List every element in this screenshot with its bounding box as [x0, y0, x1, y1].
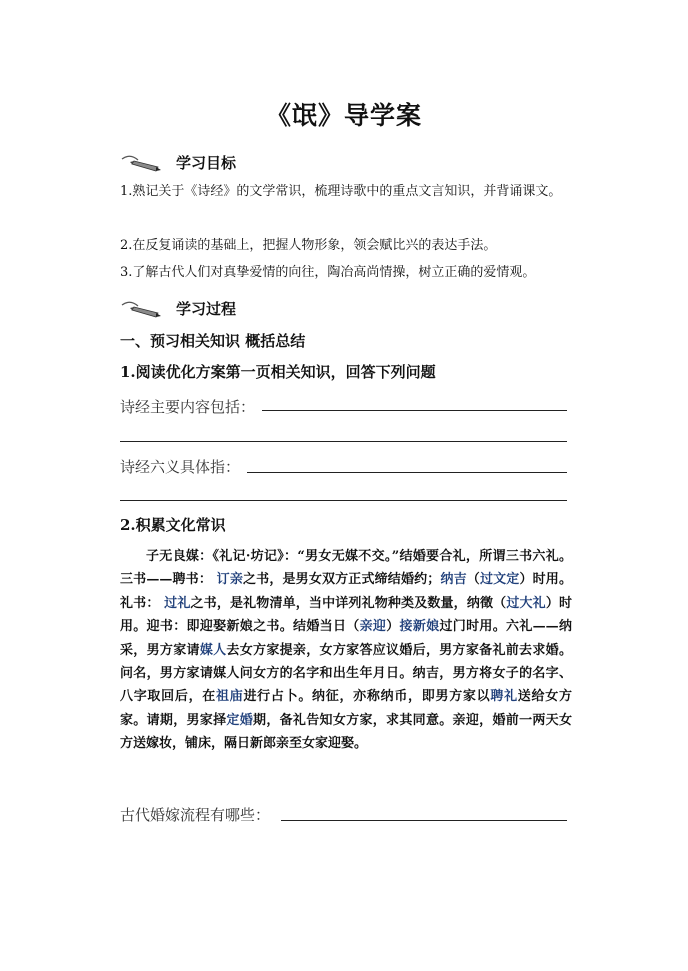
keyword: 接新娘 [399, 619, 440, 635]
paragraph-segment: 过门时用。六礼——纳采，男方家请 [120, 619, 572, 658]
section-process-title: 学习过程 [176, 299, 237, 318]
paragraph-segment: 送给女方家。请期，男家择 [120, 689, 572, 728]
keyword: 定婚 [226, 712, 254, 728]
item-heading-2: 2.积累文化常识 [120, 516, 226, 534]
paragraph-segment: （ [466, 572, 480, 588]
answer-line[interactable] [120, 500, 567, 501]
keyword: 纳吉 [440, 572, 467, 588]
section-process-heading [120, 296, 236, 320]
keyword: 祖庙 [216, 689, 244, 705]
section-goals-title: 学习目标 [176, 153, 237, 172]
keyword: 媒人 [199, 642, 227, 658]
paragraph-segment: 进行占卜。纳征，亦称纳币，即男方家以 [243, 689, 491, 705]
culture-paragraph [120, 545, 572, 756]
pen-icon [120, 297, 162, 319]
answer-line[interactable] [262, 410, 567, 411]
page-title: 《氓》导学案 [265, 101, 422, 130]
goal-item-1: 1.熟记关于《诗经》的文学常识，梳理诗歌中的重点文言知识，并背诵课文。 [120, 184, 562, 199]
paragraph-segment: 子无良媒：《礼记·坊记》：“男女无媒不交。”结婚要合礼，所谓三书六礼。三书——聘书： [120, 549, 572, 588]
keyword: 过文定 [479, 572, 520, 588]
question-label-3: 古代婚嫁流程有哪些： [120, 806, 271, 824]
paragraph-segment: ）时用。迎书：即迎娶新娘之书。结婚当日（ [120, 595, 572, 635]
pen-icon [120, 151, 162, 173]
keyword: 亲迎 [359, 619, 387, 635]
goal-item-3: 3.了解古代人们对真挚爱情的向往，陶冶高尚情操，树立正确的爱情观。 [120, 265, 536, 280]
keyword: 订亲 [216, 572, 243, 588]
paragraph-segment: 之书，是礼物清单，当中详列礼物种类及数量，纳徵（ [190, 595, 507, 611]
goal-item-2: 2.在反复诵读的基础上，把握人物形象，领会赋比兴的表达手法。 [120, 238, 497, 253]
paragraph-segment: 之书，是男女双方正式缔结婚约； [243, 572, 441, 588]
paragraph-segment: 去女方家提亲，女方家答应议婚后，男方家备礼前去求婚。问名，男方家请媒人问女方的名字和出生年月日。纳吉，男方将女子的名字、八字取回后，在 [120, 642, 572, 705]
question-label-1: 诗经主要内容包括： [120, 398, 256, 416]
keyword: 过大礼 [506, 595, 546, 611]
paragraph-segment: ）时用。礼书： [120, 572, 572, 611]
keyword: 过礼 [164, 595, 191, 611]
keyword: 聘礼 [490, 689, 518, 705]
paragraph-segment: 期，备礼告知女方家，求其同意。亲迎，婚前一两天女方送嫁妆，铺床，隔日新郎亲至女家迎娶。 [120, 712, 572, 752]
part-heading: 一、预习相关知识 概括总结 [120, 332, 306, 350]
question-label-2: 诗经六义具体指： [120, 458, 241, 476]
answer-line[interactable] [247, 472, 567, 473]
answer-line[interactable] [120, 441, 567, 442]
item-heading-1: 1.阅读优化方案第一页相关知识，回答下列问题 [120, 363, 436, 381]
paragraph-segment: ） [386, 619, 400, 635]
answer-line[interactable] [281, 820, 567, 821]
section-goals-heading [120, 150, 236, 174]
